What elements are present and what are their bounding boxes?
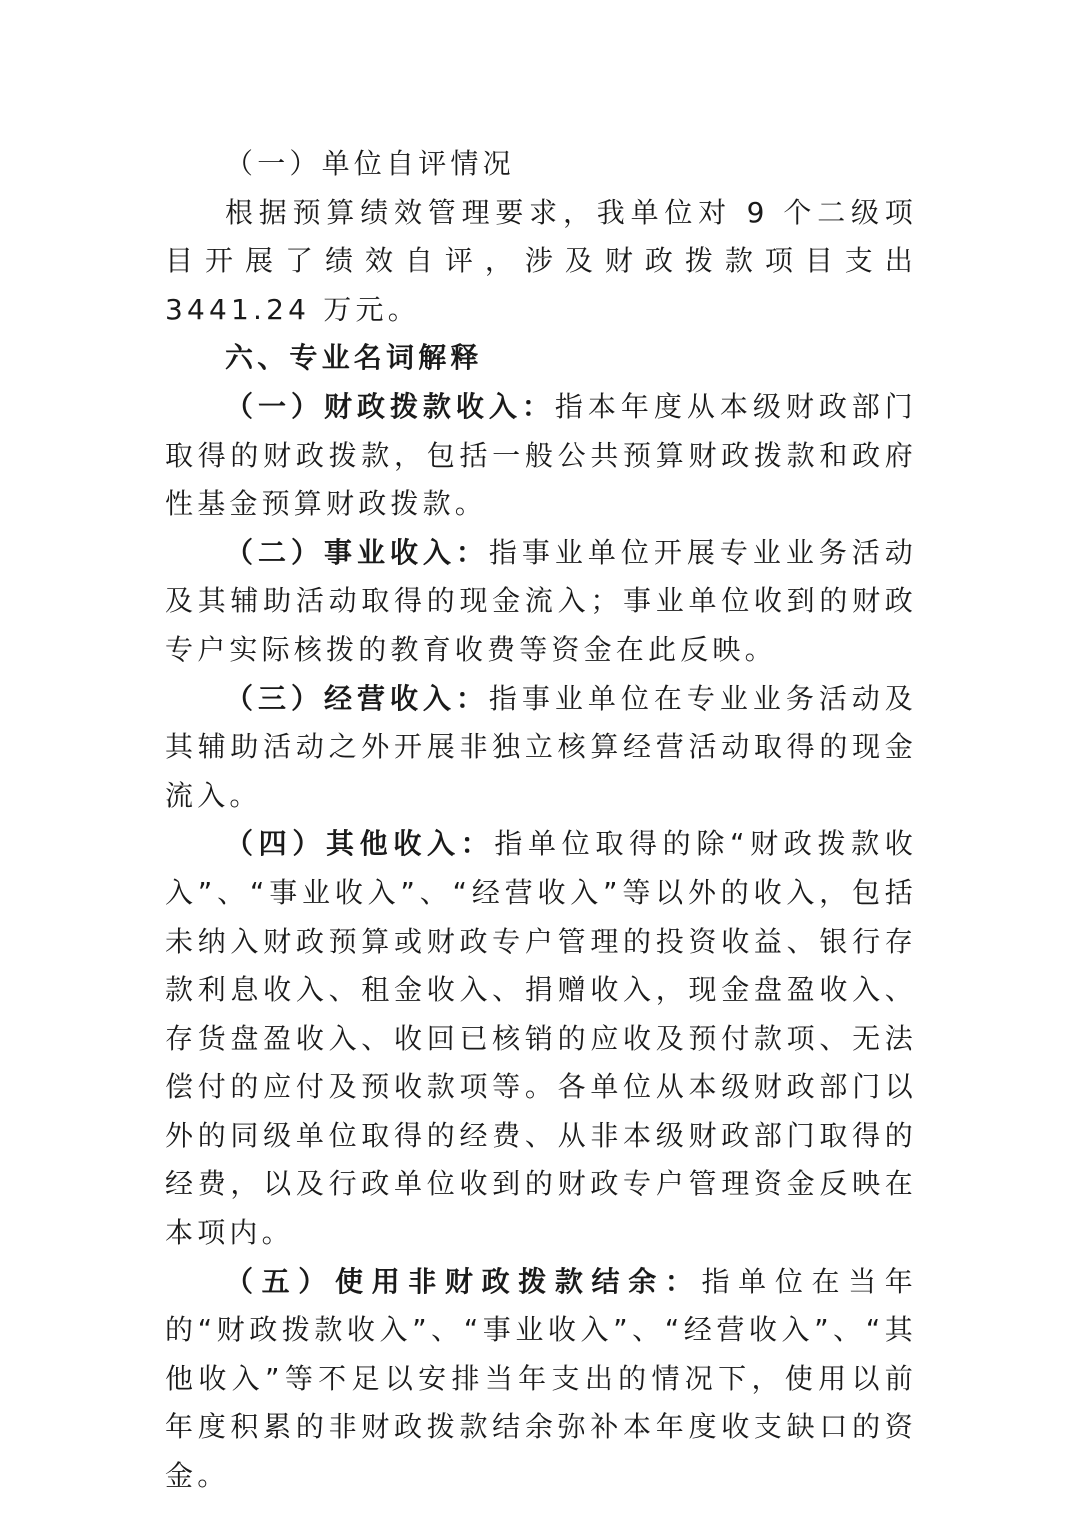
glossary-term: （五）使用非财政拨款结余：: [225, 1264, 702, 1298]
glossary-definition: 指单位在当年的“财政拨款收入”、“事业收入”、“经营收入”、“其他收入”等不足以安排当年支出的情况下，使用以前年度积累的非财政拨款结余弥补本年度收支缺口的资金。: [165, 1264, 917, 1493]
glossary-term: （四）其他收入：: [225, 827, 495, 861]
glossary-item-other-income: [165, 820, 917, 1257]
glossary-item-fiscal-appropriation: [165, 383, 917, 529]
glossary-item-operating-income: [165, 675, 917, 821]
self-eval-paragraph: 根据预算绩效管理要求，我单位对 9 个二级项目开展了绩效自评，涉及财政拨款项目支出 3441.24 万元。: [165, 195, 917, 326]
glossary-term: （一）财政拨款收入：: [225, 389, 555, 423]
glossary-term: （二）事业收入：: [225, 535, 489, 569]
glossary-definition: 指事业单位开展专业业务活动及其辅助活动取得的现金流入；事业单位收到的财政专户实际核拨的教育收费等资金在此反映。: [165, 535, 917, 666]
glossary-definition: 指本年度从本级财政部门取得的财政拨款，包括一般公共预算财政拨款和政府性基金预算财政拨款。: [165, 389, 917, 521]
glossary-item-business-income: [165, 529, 917, 675]
self-eval-heading: （一）单位自评情况: [225, 147, 515, 180]
glossary-item-non-fiscal-balance: [165, 1258, 917, 1501]
glossary-term: （三）经营收入：: [225, 681, 489, 715]
glossary-definition: 指单位取得的除“财政拨款收入”、“事业收入”、“经营收入”等以外的收入，包括未纳入财政预算或财政专户管理的投资收益、银行存款利息收入、租金收入、捐赠收入，现金盘盈收入、存货盘盈收入、收回已核销的应收及预付款项、无法偿付的应付及预收款项等。各单位从本级财政部门以外的同级单位取得的经费、从非本级财政部门取得的经费，以及行政单位收到的财政专户管理资金反映在本项内。: [165, 827, 918, 1250]
glossary-definition: 指事业单位在专业业务活动及其辅助活动之外开展非独立核算经营活动取得的现金流入。: [165, 681, 917, 812]
glossary-heading: 六、专业名词解释: [225, 341, 483, 375]
document-body: [165, 140, 917, 1501]
